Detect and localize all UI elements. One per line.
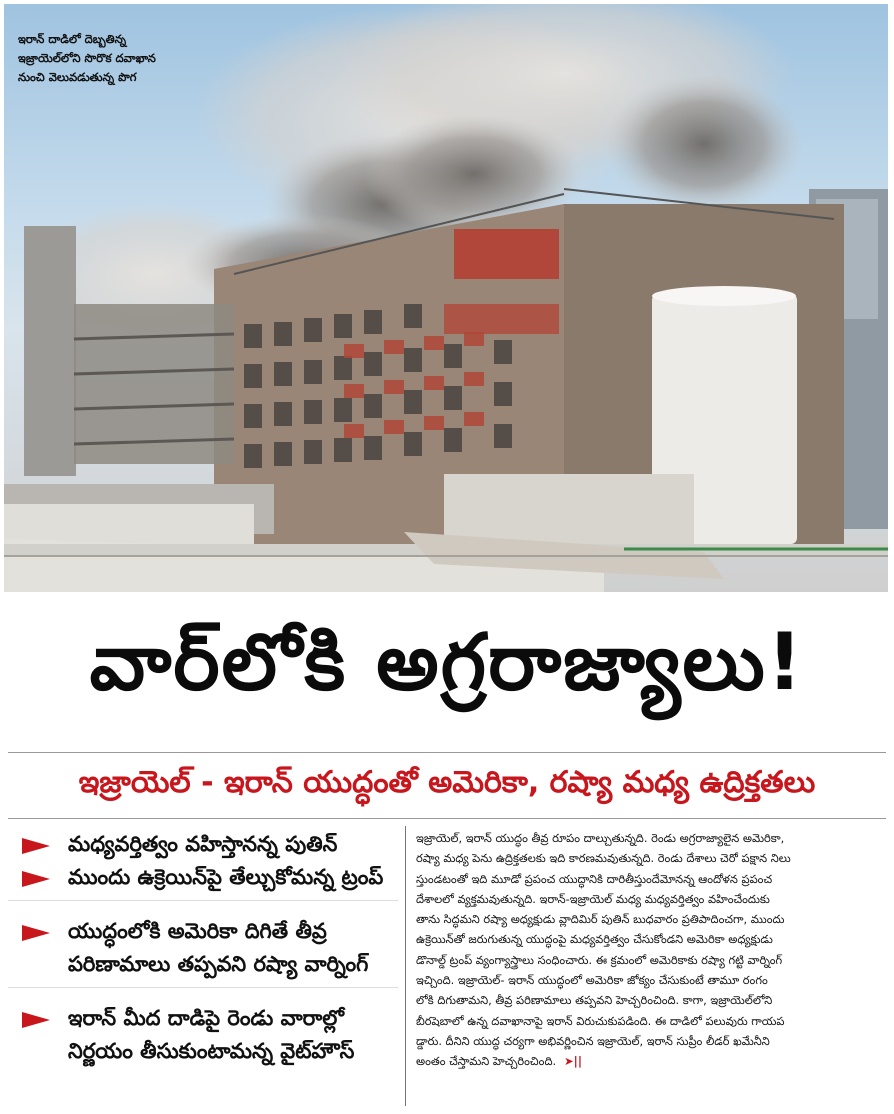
article-body [416,828,888,1072]
highlight-line [8,828,398,861]
column-divider [405,826,406,1106]
photo-caption [18,30,193,87]
body-line: దేశాలలో వ్యక్తమవుతున్నది. ఇరాన్-ఇజ్రాయెల్ మధ్య మధ్యవర్తిత్వం వహించేందుకు [416,891,770,906]
red-arrow-bullet-icon [22,838,50,854]
caption-line: ఇరాన్ దాడిలో దెబ్బతిన్న [18,32,127,46]
highlight-line [8,1035,398,1068]
body-line-last [416,1051,888,1071]
highlight-line [8,948,398,981]
body-line: అంతం చేస్తామని హెచ్చరించింది. [416,1054,557,1069]
news-photo [4,4,888,592]
caption-line: ఇజ్రాయెల్‌లోని సొరొక దవాఖాన [18,51,156,65]
red-arrow-bullet-icon [22,925,50,941]
highlight-text: నిర్ణయం తీసుకుంటామన్న వైట్‌హౌస్ [68,1039,355,1063]
highlight-text: ఇరాన్ మీద దాడిపై రెండు వారాల్లో [68,1006,344,1030]
body-line: ఉక్రెయిన్‌తో జరుగుతున్న యుద్ధంపై మధ్యవర్తిత్వం చేసుకోండని అమెరికా అధ్యక్షుడు [416,932,773,947]
highlight-line [8,915,398,948]
highlight-item [8,828,398,901]
divider [8,752,886,753]
body-line: ఇజ్రాయెల్, ఇరాన్ యుద్ధం తీవ్ర రూపం దాల్చుతున్నది. రెండు అగ్రరాజ్యాలైన అమెరికా, [416,831,785,845]
red-arrow-bullet-icon [22,1012,50,1028]
caption-line: నుంచి వెలువడుతున్న పొగ [18,70,137,84]
body-line: డ్డారు. దీనిని యుద్ధ చర్యగా అభివర్ణించిన ఇజ్రాయెల్, ఇరాన్ సుప్రీం లీడర్ ఖమేనీని [416,1033,770,1048]
highlights-list [8,828,398,1108]
body-line: రష్యా మధ్య పెను ఉద్రిక్తతలకు ఇది కారణమవుతున్నది. రెండు దేశాలు చెరో పక్షాన నిలు [416,851,791,866]
highlight-item [8,1002,398,1074]
body-line: లోకి దిగుతామని, తీవ్ర పరిణామాలు తప్పవని హెచ్చరించింది. కాగా, ఇజ్రాయెల్‌లోని [416,993,773,1008]
body-line: డొనాల్డ్ ట్రంప్ వ్యంగ్యాస్త్రాలు సంధించారు. ఈ క్రమంలో అమెరికాకు రష్యా గట్టి వార్నింగ్ [416,952,783,967]
body-line: ఇచ్చింది. ఇజ్రాయెల్- ఇరాన్ యుద్ధంలో అమెరికా జోక్యం చేసుకుంటే తామూ రంగం [416,973,768,988]
red-arrow-bullet-icon [22,871,50,887]
highlight-line [8,1002,398,1035]
highlight-text: ముందు ఉక్రెయిన్‌పై తేల్చుకోమన్న ట్రంప్ [68,865,384,889]
highlight-text: యుద్ధంలోకి అమెరికా దిగితే తీవ్ర [68,919,327,943]
body-line: బీరషెబాలో ఉన్న దవాఖానాపై ఇరాన్ విరుచుకుపడింది. ఈ దాడిలో పలువురు గాయప [416,1013,785,1028]
body-line: స్తుండటంతో ఇది మూడో ప్రపంచ యుద్ధానికి దారితీస్తుందేమోనన్న ఆందోళన ప్రపంచ [416,871,773,886]
highlight-line [8,861,398,894]
highlight-text: మధ్యవర్తిత్వం వహిస్తానన్న పుతిన్ [68,832,338,856]
hospital-building-smoke-image [4,4,888,592]
highlight-text: పరిణామాలు తప్పవని రష్యా వార్నింగ్ [68,952,369,976]
highlight-item [8,915,398,988]
main-headline: వార్‌లోకి అగ్రరాజ్యాలు! [89,617,805,708]
sub-headline: ఇజ్రాయెల్ - ఇరాన్ యుద్ధంతో అమెరికా, రష్యా మధ్య ఉద్రిక్తతలు [78,765,816,800]
divider [8,818,886,819]
body-line: తాను సిద్ధమని రష్యా అధ్యక్షుడు వ్లాదిమిర్ పుతిన్ బుధవారం ప్రతిపాదించగా, ముందు [416,912,785,927]
continue-arrow-icon: ➤|| [564,1054,582,1069]
